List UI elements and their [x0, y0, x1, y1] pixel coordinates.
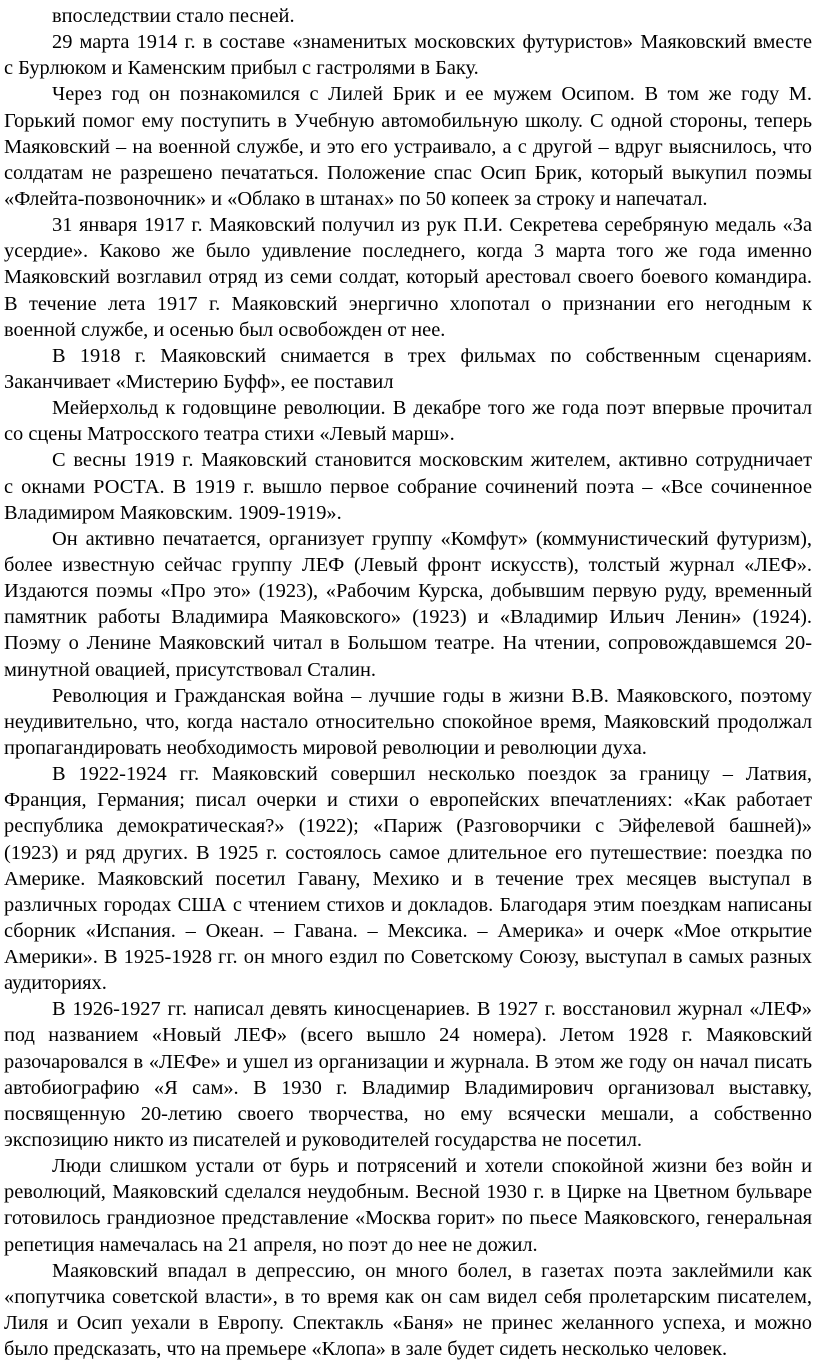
text-line: Поэму о Ленине Маяковский читал в Большом театре. На чтении, сопровождавшемся 20- — [4, 632, 812, 655]
text-line: различных городах США с чтением стихов и докладов. Благодаря этим поездкам написаны — [4, 893, 812, 916]
text-line: Маяковский возглавил отряд из семи солдат, который арестовал своего боевого командира. — [4, 266, 812, 289]
text-line: Франция, Германия; писал очерки и стихи о европейских впечатлениях: «Как работает — [4, 789, 812, 812]
text-line: репетиция намечалась на 21 апреля, но поэт до нее не дожил. — [4, 1233, 538, 1256]
text-line: С весны 1919 г. Маяковский становится московским жителем, активно сотрудничает — [52, 449, 812, 472]
text-line: более известную сейчас группу ЛЕФ (Левый фронт искусств), толстый журнал «ЛЕФ». — [4, 553, 812, 576]
text-line: Издаются поэмы «Про это» (1923), «Рабочим Курска, добывшим первую руду, временный — [4, 580, 812, 603]
text-line: Заканчивает «Мистерию Буфф», ее поставил — [4, 370, 394, 393]
text-line: памятник работы Владимира Маяковского» (1923) и «Владимир Ильич Ленин» (1924). — [4, 606, 812, 629]
text-line: Через год он познакомился с Лилей Брик и ее мужем Осипом. В том же году М. — [52, 83, 812, 106]
text-line: разочаровался в «ЛЕФе» и ушел из организации и журнала. В этом же году он начал писать — [4, 1050, 812, 1073]
text-line: «Флейта-позвоночник» и «Облако в штанах» по 50 копеек за строку и напечатал. — [4, 187, 708, 210]
text-line: под названием «Новый ЛЕФ» (всего вышло 24 номера). Летом 1928 г. Маяковский — [4, 1024, 812, 1047]
document-body — [4, 3, 812, 1362]
text-line: Горький помог ему поступить в Учебную автомобильную школу. С одной стороны, теперь — [4, 109, 812, 132]
text-line: экспозицию никто из писателей и руководителей государства не посетил. — [4, 1129, 642, 1152]
text-line: военной службе, и осенью был освобожден от нее. — [4, 318, 446, 341]
text-line: Мейерхольд к годовщине революции. В декабре того же года поэт впервые прочитал — [52, 397, 812, 420]
text-line: со сцены Матросского театра стихи «Левый марш». — [4, 423, 455, 446]
text-line: 31 января 1917 г. Маяковский получил из рук П.И. Секретева серебряную медаль «За — [52, 214, 812, 237]
text-line: Америки». В 1925-1928 гг. он много ездил по Советскому Союзу, выступал в самых разных — [4, 946, 812, 969]
text-line: впоследствии стало песней. — [52, 5, 295, 27]
text-line: республика демократическая?» (1922); «Париж (Разговорчики с Эйфелевой башней)» — [4, 815, 812, 838]
text-line: пропагандировать необходимость мировой революции и революции духа. — [4, 736, 647, 759]
text-line: готовилось грандиозное представление «Москва горит» по пьесе Маяковского, генеральная — [4, 1207, 812, 1230]
text-line: Владимиром Маяковским. 1909-1919». — [4, 501, 342, 524]
text-line: солдатам не разрешено печататься. Положение спас Осип Брик, который выкупил поэмы — [4, 161, 812, 184]
text-line: неудивительно, что, когда настало относительно спокойное время, Маяковский продолжал — [4, 710, 812, 733]
text-line: 29 марта 1914 г. в составе «знаменитых московских футуристов» Маяковский вместе — [52, 31, 812, 54]
text-line: аудиториях. — [4, 972, 107, 995]
text-line: революций, Маяковский сделался неудобным. Весной 1930 г. в Цирке на Цветном бульваре — [4, 1181, 812, 1204]
text-line: с Бурлюком и Каменским прибыл с гастролями в Баку. — [4, 57, 479, 80]
text-line: Лиля и Осип уехали в Европу. Спектакль «Баня» не принес желанного успеха, и можно — [4, 1312, 812, 1335]
text-line: Люди слишком устали от бурь и потрясений и хотели спокойной жизни без войн и — [52, 1155, 812, 1178]
text-line: Революция и Гражданская война – лучшие годы в жизни В.В. Маяковского, поэтому — [52, 684, 812, 707]
text-line: Америке. Маяковский посетил Гавану, Мехико и в течение трех месяцев выступал в — [4, 867, 812, 890]
text-line: «попутчика советской власти», в то время как он сам видел себя пролетарским писателем, — [4, 1285, 812, 1308]
text-line: В 1926-1927 гг. написал девять киносценариев. В 1927 г. восстановил журнал «ЛЕФ» — [52, 998, 812, 1021]
text-line: посвященную 20-летию своего творчества, но ему всячески мешали, а собственно — [4, 1102, 812, 1125]
text-line: (1923) и ряд других. В 1925 г. состоялось самое длительное его путешествие: поездка по — [4, 841, 812, 864]
text-line: минутной овацией, присутствовал Сталин. — [4, 658, 377, 681]
text-line: сборник «Испания. – Океан. – Гавана. – Мексика. – Америка» и очерк «Мое открытие — [4, 919, 812, 942]
text-line: Он активно печатается, организует группу «Комфут» (коммунистический футуризм), — [52, 527, 812, 550]
text-line: было предсказать, что на премьере «Клопа» в зале будет сидеть несколько человек. — [4, 1338, 728, 1361]
text-line: автобиографию «Я сам». В 1930 г. Владимир Владимирович организовал выставку, — [4, 1076, 812, 1099]
text-line: Маяковский – на военной службе, и это его устраивало, а с другой – вдруг выяснилось, что — [4, 135, 812, 158]
text-line: В 1918 г. Маяковский снимается в трех фильмах по собственным сценариям. — [52, 344, 812, 367]
text-line: В течение лета 1917 г. Маяковский энергично хлопотал о признании его негодным к — [4, 292, 812, 315]
text-line: с окнами РОСТА. В 1919 г. вышло первое собрание сочинений поэта – «Все сочиненное — [4, 475, 812, 498]
text-line: В 1922-1924 гг. Маяковский совершил несколько поездок за границу – Латвия, — [52, 763, 812, 786]
text-line: Маяковский впадал в депрессию, он много болел, в газетах поэта заклеймили как — [52, 1259, 812, 1282]
text-line: усердие». Каково же было удивление последнего, когда 3 марта того же года именно — [4, 240, 812, 263]
